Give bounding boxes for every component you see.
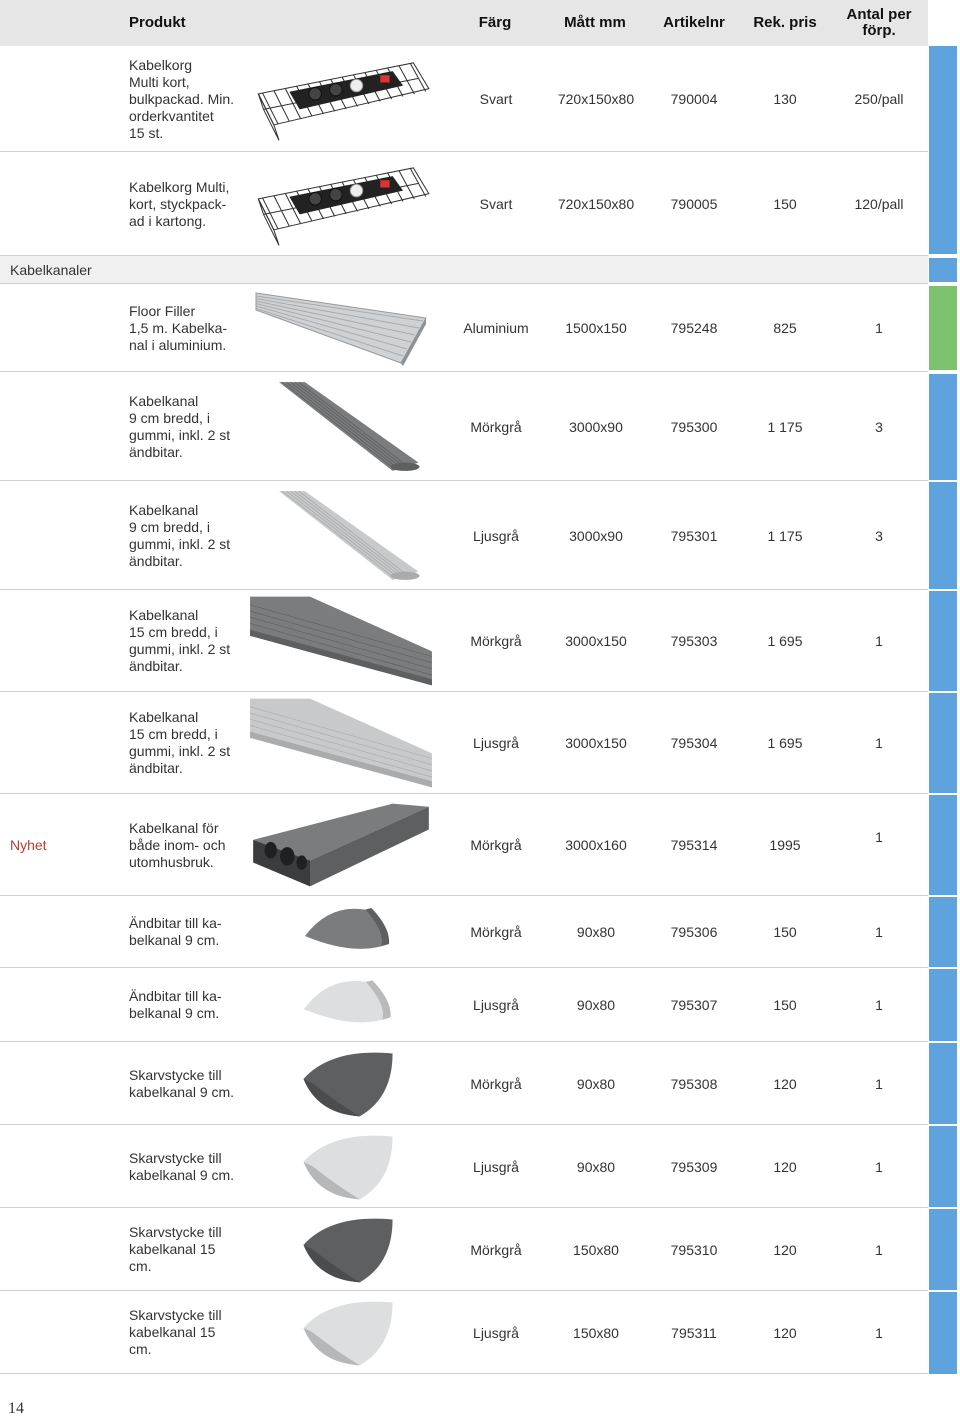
product-image — [248, 1046, 434, 1121]
price-cell: 150 — [773, 997, 797, 1013]
table-row — [0, 1125, 928, 1208]
price-cell: 1 175 — [767, 527, 803, 544]
quantity-cell: 250/pall — [854, 91, 904, 107]
dimension-cell: 90x80 — [576, 1075, 616, 1092]
price-cell: 120 — [773, 1158, 797, 1175]
table-row — [0, 1208, 928, 1291]
article-number-cell: 795303 — [670, 633, 718, 649]
article-number-cell: 795304 — [670, 735, 718, 751]
header-antal: Antal per förp. — [846, 6, 912, 39]
dimension-cell: 3000x90 — [569, 527, 623, 544]
page-number: 14 — [8, 1400, 24, 1417]
product-image — [248, 485, 434, 586]
dimension-cell: 90x80 — [576, 924, 616, 940]
color-cell: Ljusgrå — [473, 527, 519, 544]
price-cell: 1 175 — [767, 418, 803, 435]
dimension-cell: 3000x150 — [565, 633, 627, 649]
header-farg: Färg — [478, 14, 512, 31]
article-number-cell: 795314 — [670, 837, 718, 853]
article-number-cell: 795300 — [670, 418, 718, 435]
product-description: Ändbitar till ka- belkanal 9 cm. — [129, 915, 222, 948]
header-artikelnr: Artikelnr — [663, 14, 725, 31]
product-description: Kabelkanal 15 cm bredd, i gummi, inkl. 2 st ändbitar. — [129, 607, 231, 674]
table-row — [0, 896, 928, 968]
quantity-cell: 3 — [875, 527, 883, 544]
side-tab-blue — [929, 46, 957, 254]
product-image — [248, 288, 434, 368]
side-tab-separator — [929, 1207, 957, 1209]
product-description: Floor Filler 1,5 m. Kabelka- nal i aluminium. — [129, 302, 228, 353]
side-tab-separator — [929, 1041, 957, 1043]
article-number-cell: 795311 — [671, 1324, 717, 1341]
side-tab-separator — [929, 480, 957, 482]
quantity-cell: 1 — [875, 633, 883, 649]
section-title: Kabelkanaler — [10, 262, 92, 278]
row-divider — [0, 1373, 928, 1374]
table-row — [0, 794, 928, 896]
dimension-cell: 90x80 — [576, 1158, 616, 1175]
table-row — [0, 372, 928, 481]
product-description: Kabelkorg Multi kort, bulkpackad. Min. orderkvantitet 15 st. — [129, 56, 235, 141]
color-cell: Svart — [479, 91, 513, 107]
side-tab-green — [929, 286, 957, 370]
dimension-cell: 150x80 — [573, 1324, 619, 1341]
table-header — [0, 0, 928, 46]
article-number-cell: 795306 — [670, 924, 718, 940]
product-description: Ändbitar till ka- belkanal 9 cm. — [129, 988, 222, 1021]
color-cell: Ljusgrå — [473, 997, 519, 1013]
dimension-cell: 90x80 — [576, 997, 616, 1013]
product-description: Skarvstycke till kabelkanal 9 cm. — [129, 1066, 235, 1100]
color-cell: Ljusgrå — [473, 1158, 519, 1175]
article-number-cell: 795310 — [670, 1241, 718, 1258]
quantity-cell: 1 — [875, 1324, 883, 1341]
price-cell: 150 — [773, 196, 797, 212]
color-cell: Ljusgrå — [473, 1324, 519, 1341]
price-cell: 825 — [773, 320, 797, 336]
quantity-cell: 1 — [875, 1241, 883, 1258]
table-row — [0, 590, 928, 692]
quantity-cell: 3 — [875, 418, 883, 435]
section-row — [0, 256, 928, 284]
dimension-cell: 150x80 — [573, 1241, 619, 1258]
price-cell: 1 695 — [767, 735, 803, 751]
header-rekpris: Rek. pris — [753, 14, 817, 31]
article-number-cell: 795248 — [670, 320, 718, 336]
color-cell: Ljusgrå — [473, 735, 519, 751]
article-number-cell: 795308 — [670, 1075, 718, 1092]
side-tab-separator — [929, 967, 957, 969]
product-description: Kabelkanal för både inom- och utomhusbruk. — [129, 819, 226, 870]
side-tab-blue — [929, 374, 957, 1374]
article-number-cell: 790004 — [670, 91, 718, 107]
color-cell: Mörkgrå — [470, 418, 522, 435]
product-image — [248, 156, 434, 252]
header-matt: Mått mm — [564, 14, 626, 31]
table-row — [0, 1291, 928, 1374]
table-row — [0, 1042, 928, 1125]
side-tab-separator — [929, 691, 957, 693]
price-cell: 120 — [773, 1241, 797, 1258]
price-cell: 120 — [773, 1324, 797, 1341]
color-cell: Aluminium — [463, 320, 529, 336]
product-image — [248, 376, 434, 477]
dimension-cell: 3000x160 — [565, 837, 627, 853]
price-cell: 130 — [773, 91, 797, 107]
product-image — [248, 50, 434, 148]
product-image — [248, 594, 434, 688]
dimension-cell: 3000x150 — [565, 735, 627, 751]
dimension-cell: 1500x150 — [565, 320, 627, 336]
product-description: Kabelkanal 15 cm bredd, i gummi, inkl. 2 st ändbitar. — [129, 709, 231, 776]
product-image — [248, 900, 434, 964]
quantity-cell: 1 — [875, 1158, 883, 1175]
product-description: Skarvstycke till kabelkanal 15 cm. — [129, 1307, 222, 1357]
price-cell: 1 695 — [767, 633, 803, 649]
color-cell: Mörkgrå — [470, 837, 522, 853]
article-number-cell: 795307 — [670, 997, 718, 1013]
dimension-cell: 3000x90 — [569, 418, 623, 435]
product-description: Skarvstycke till kabelkanal 15 cm. — [129, 1224, 222, 1274]
article-number-cell: 795309 — [670, 1158, 718, 1175]
table-row — [0, 481, 928, 590]
article-number-cell: 790005 — [670, 196, 718, 212]
color-cell: Mörkgrå — [470, 633, 522, 649]
price-cell: 1995 — [769, 837, 801, 853]
quantity-cell: 120/pall — [854, 196, 904, 212]
article-number-cell: 795301 — [670, 527, 718, 544]
product-description: Kabelkanal 9 cm bredd, i gummi, inkl. 2 st ändbitar. — [129, 501, 231, 569]
nyhet-badge: Nyhet — [10, 837, 47, 853]
side-tab-separator — [929, 1124, 957, 1126]
side-tab-separator — [929, 371, 957, 373]
product-image — [248, 1129, 434, 1204]
quantity-cell: 1 — [875, 735, 883, 751]
quantity-cell: 1 — [875, 997, 883, 1013]
price-cell: 120 — [773, 1075, 797, 1092]
product-description: Kabelkorg Multi, kort, styckpack- ad i kartong. — [129, 178, 230, 229]
product-image — [248, 696, 434, 790]
table-row — [0, 284, 928, 372]
quantity-cell: 1 — [875, 829, 883, 845]
quantity-cell: 1 — [875, 1075, 883, 1092]
quantity-cell: 1 — [875, 924, 883, 940]
side-tab-separator — [929, 1290, 957, 1292]
quantity-cell: 1 — [875, 320, 883, 336]
dimension-cell: 720x150x80 — [557, 196, 635, 212]
product-image — [248, 1295, 434, 1370]
price-cell: 150 — [773, 924, 797, 940]
product-image — [248, 972, 434, 1038]
product-image — [248, 798, 434, 892]
table-row — [0, 46, 928, 152]
header-produkt: Produkt — [129, 14, 186, 31]
side-tab-blue — [929, 258, 957, 282]
product-description: Kabelkanal 9 cm bredd, i gummi, inkl. 2 st ändbitar. — [129, 392, 231, 460]
dimension-cell: 720x150x80 — [557, 91, 635, 107]
color-cell: Mörkgrå — [470, 1241, 522, 1258]
product-image — [248, 1212, 434, 1287]
table-row — [0, 968, 928, 1042]
side-tab-separator — [929, 589, 957, 591]
side-tab-separator — [929, 895, 957, 897]
table-row — [0, 692, 928, 794]
product-description: Skarvstycke till kabelkanal 9 cm. — [129, 1149, 235, 1183]
side-tab-separator — [929, 793, 957, 795]
table-row — [0, 152, 928, 256]
color-cell: Mörkgrå — [470, 924, 522, 940]
color-cell: Mörkgrå — [470, 1075, 522, 1092]
color-cell: Svart — [479, 196, 513, 212]
